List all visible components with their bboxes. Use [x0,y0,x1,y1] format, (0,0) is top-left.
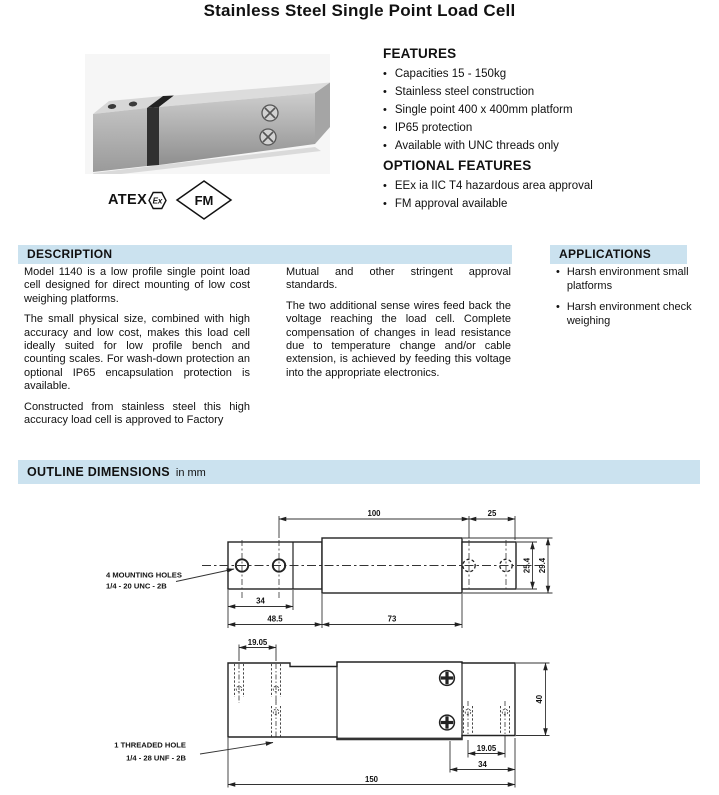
feature-text: FM approval available [394,198,508,210]
outline-unit-note: in mm [175,467,206,479]
description-column-2 [286,266,511,387]
svg-text:Ex: Ex [152,195,163,205]
atex-ex-hexagon-icon [148,191,167,210]
load-cell-photo-graphic [85,54,330,174]
outline-heading: OUTLINE DIMENSIONS [27,465,170,479]
feature-text: Capacities 15 - 150kg [394,68,507,80]
feature-text: Single point 400 x 400mm platform [394,104,573,116]
dim-29-4: 29.4 [538,557,547,574]
bullet-icon: • [383,198,387,210]
feature-text: Stainless steel construction [394,86,535,98]
bullet-icon: • [556,301,560,313]
side-view [114,638,549,788]
application-item [556,301,694,328]
bullet-icon: • [383,140,387,152]
cover-bottom-edge [338,738,463,740]
feature-text: IP65 protection [394,122,473,134]
dim-48-5: 48.5 [267,614,283,624]
application-text: Harsh environment check weighing [566,301,692,327]
feature-item [383,68,713,81]
leader-arrow [176,569,234,582]
feature-text: EEx ia IIC T4 hazardous area approval [394,180,593,192]
paragraph: Mutual and other stringent approval standards. [286,266,511,292]
phillips-screw-icon [440,671,455,686]
screw-icon [262,105,278,121]
atex-logo: ATEX [108,192,148,208]
product-photo [85,54,330,174]
description-column-1 [24,266,250,434]
feature-item [383,122,713,135]
features-heading: FEATURES [383,46,457,61]
outline-dimensions-banner [18,460,700,484]
optional-features-heading: OPTIONAL FEATURES [383,158,532,173]
paragraph: Model 1140 is a low profile single point load cell designed for direct mounting of low cost weighing platforms. [24,266,250,305]
bullet-icon: • [383,68,387,80]
paragraph: The small physical size, combined with high accuracy and low cost, makes this load cell ideally suited for low profile bench and counting scales. For wash-down protection an optional IP65 encapsulation protection is available. [24,313,250,393]
page-title: Stainless Steel Single Point Load Cell [203,1,516,20]
bullet-icon: • [556,266,560,278]
features-section [383,46,713,216]
dim-25-4: 25.4 [522,557,532,574]
application-item [556,266,694,293]
bullet-icon: • [383,122,387,134]
applications-heading: APPLICATIONS [559,247,652,261]
features-list [383,68,713,153]
threaded-hole-label: 1 THREADED HOLE [114,740,186,750]
paragraph: Constructed from stainless steel this high accuracy load cell is approved to Factory [24,400,250,427]
dim-25: 25 [487,508,497,518]
application-text: Harsh environment small platforms [566,266,689,292]
threaded-hole-thread-label: 1/4 - 28 UNF - 2B [126,753,186,763]
applications-list [556,266,694,336]
dim-100: 100 [367,508,381,518]
dim-19-05-top: 19.05 [247,637,268,647]
approval-logos [108,179,233,221]
feature-text: Available with UNC threads only [394,140,559,152]
feature-item [383,198,713,211]
description-heading: DESCRIPTION [27,247,113,261]
mounting-holes-thread-label: 1/4 - 20 UNC - 2B [106,581,167,591]
fm-diamond-icon [175,179,233,221]
dim-40: 40 [535,694,544,704]
screw-icon [260,129,276,145]
bullet-icon: • [383,180,387,192]
applications-banner [550,245,687,264]
bullet-icon: • [383,104,387,116]
feature-item [383,140,713,153]
leader-arrow [200,743,273,755]
phillips-screw-icon [440,715,455,730]
dim-19-05-bottom: 19.05 [476,743,497,753]
bullet-icon: • [383,86,387,98]
plan-view [106,509,553,628]
dim-73: 73 [387,614,397,624]
dim-34-bottom: 34 [478,759,487,769]
dim-150: 150 [364,774,379,784]
mounting-holes-label: 4 MOUNTING HOLES [106,570,182,580]
optional-features-list [383,180,713,211]
feature-item [383,86,713,99]
outline-drawing [0,495,719,795]
feature-item [383,180,713,193]
svg-text:FM: FM [194,193,214,208]
description-banner [18,245,512,264]
dim-34-top: 34 [256,596,265,606]
paragraph: The two additional sense wires feed back the voltage reaching the load cell. Complete compensation of changes in lead resistance due to temperature change and/or cable extension, is achieved by feeding this voltage into the appropriate electronics. [286,299,511,379]
feature-item [383,104,713,117]
